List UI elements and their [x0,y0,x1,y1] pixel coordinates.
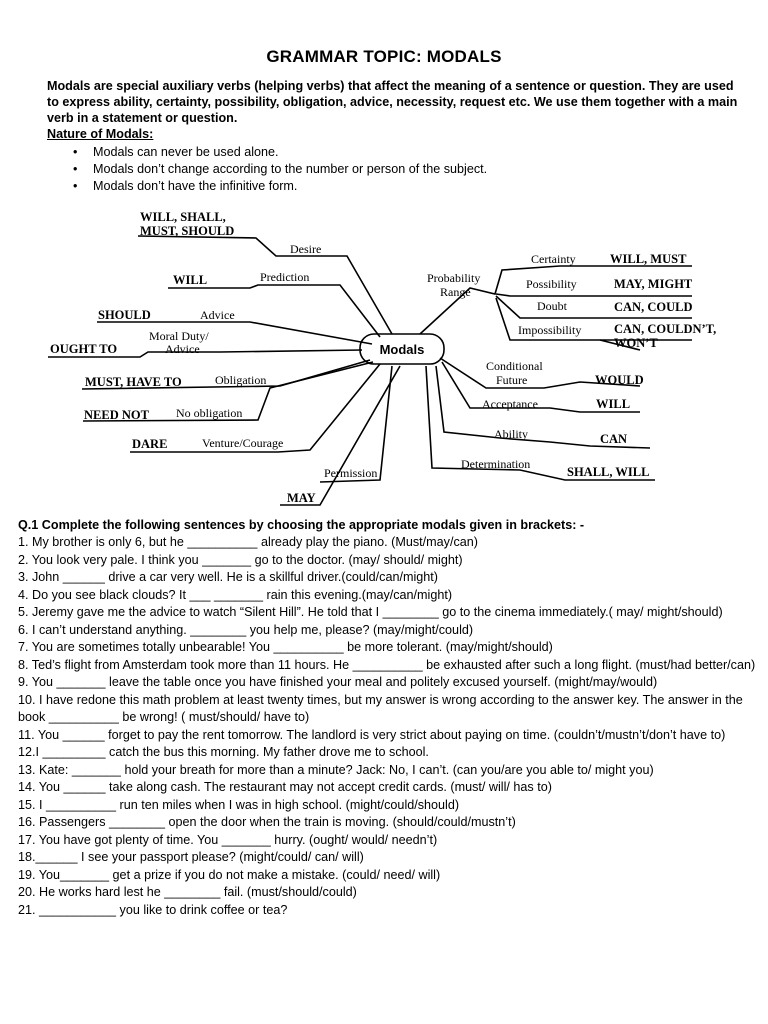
page-title: GRAMMAR TOPIC: MODALS [266,47,502,66]
doubt-modal: CAN, COULD [614,300,693,314]
impossibility-label: Impossibility [518,323,582,337]
question-item: 13. Kate: _______ hold your breath for more than a minute? Jack: No, I can’t. (can you/are you able to/ might you) [18,762,654,777]
obligation-label: Obligation [215,373,267,387]
moral-duty-modal: OUGHT TO [50,342,118,356]
question-item: 14. You ______ take along cash. The restaurant may not accept credit cards. (must/ will/ has to) [18,780,552,794]
question-item: 19. You_______ get a prize if you do not make a mistake. (could/ need/ will) [18,867,441,882]
desire-modals: WILL, SHALL, [140,210,226,224]
conditional-label: Future [496,373,528,387]
prediction-modal: WILL [173,273,208,287]
probability-label: Range [440,285,471,299]
question-item: 8. Ted’s flight from Amsterdam took more than 11 hours. He __________ be exhausted after such a long flight. (must/had better/can) [18,657,756,672]
question-item: 1. My brother is only 6, but he __________ already play the piano. (Must/may/can) [18,535,478,549]
venture-modal: DARE [132,437,168,451]
question-item: 9. You _______ leave the table once you have finished your meal and politely excused yourself. (might/may/would) [18,675,658,689]
acceptance-modal: WILL [596,397,631,411]
ability-modal: CAN [600,432,628,446]
advice-modal: SHOULD [98,308,151,322]
permission-modal: MAY [287,491,316,505]
nature-bullet: • Modals can never be used alone. [47,144,487,161]
question-item: 7. You are sometimes totally unbearable! You __________ be more tolerant. (may/might/should) [18,640,553,654]
determination-label: Determination [461,457,531,471]
question-item: 10. I have redone this math problem at least twenty times, but my answer is wrong according to the answer key. The answer in the book __________ be wrong! ( must/should/ have to) [18,692,743,724]
desire-label: Desire [290,242,322,256]
question-item: 11. You ______ forget to pay the rent tomorrow. The landlord is very strict about paying on time. (couldn’t/mustn’t/don’t have to) [18,727,726,742]
acceptance-label: Acceptance [482,397,538,411]
question-item: 21. ___________ you like to drink coffee or tea? [18,902,288,917]
nature-bullet: • Modals don’t change according to the number or person of the subject. [47,161,487,178]
exercise-heading: Q.1 Complete the following sentences by choosing the appropriate modals given in brackets: - [18,518,585,532]
modals-mindmap [40,200,740,510]
ability-label: Ability [494,427,529,441]
intro-paragraph: Modals are special auxiliary verbs (helping verbs) that affect the meaning of a sentence or question. They are used to express ability, certainty, possibility, obligation, advice, necessity, request etc. We use them together with a main verb in a statement or question. [47,79,738,125]
question-item: 20. He works hard lest he ________ fail. (must/should/could) [18,885,357,899]
prediction-label: Prediction [260,270,310,284]
probability-label: Probability [427,271,481,285]
possibility-modal: MAY, MIGHT [614,277,693,291]
permission-label: Permission [324,466,378,480]
impossibility-modal: WON’T [614,336,658,350]
determination-modal: SHALL, WILL [567,465,650,479]
question-item: 2. You look very pale. I think you _______ go to the doctor. (may/ should/ might) [18,552,463,567]
advice-label: Advice [200,308,235,322]
impossibility-modal: CAN, COULDN’T, [614,322,717,336]
no-obligation-modal: NEED NOT [84,408,149,422]
conditional-modal: WOULD [595,373,644,387]
obligation-modal: MUST, HAVE TO [85,375,182,389]
moral-duty-label: Advice [165,342,200,356]
possibility-label: Possibility [526,277,577,291]
question-item: 16. Passengers ________ open the door when the train is moving. (should/could/mustn’t) [18,815,516,829]
nature-heading: Nature of Modals: [47,127,154,141]
conditional-label: Conditional [486,359,543,373]
certainty-modal: WILL, MUST [610,252,687,266]
question-item: 4. Do you see black clouds? It ___ _______ rain this evening.(may/can/might) [18,587,453,602]
desire-modals: MUST, SHOULD [140,224,235,238]
moral-duty-label: Moral Duty/ [149,329,209,343]
question-item: 6. I can’t understand anything. ________ you help me, please? (may/might/could) [18,622,474,637]
question-item: 5. Jeremy gave me the advice to watch “Silent Hill”. He told that I ________ go to the cinema immediately.( may/ might/should) [18,605,723,619]
venture-label: Venture/Courage [202,436,284,450]
question-item: 17. You have got plenty of time. You _______ hurry. (ought/ would/ needn’t) [18,832,438,847]
question-item: 3. John ______ drive a car very well. He is a skillful driver.(could/can/might) [18,570,438,584]
doubt-label: Doubt [537,299,567,313]
center-node-label: Modals [379,342,425,357]
nature-list [47,144,487,195]
question-item: 18.______ I see your passport please? (might/could/ can/ will) [18,850,364,864]
no-obligation-label: No obligation [176,406,243,420]
question-item: 12.I _________ catch the bus this morning. My father drove me to school. [18,745,429,759]
certainty-label: Certainty [531,252,576,266]
exercise-questions [18,534,758,919]
question-item: 15. I __________ run ten miles when I was in high school. (might/could/should) [18,797,460,812]
nature-bullet: • Modals don’t have the infinitive form. [47,178,487,195]
